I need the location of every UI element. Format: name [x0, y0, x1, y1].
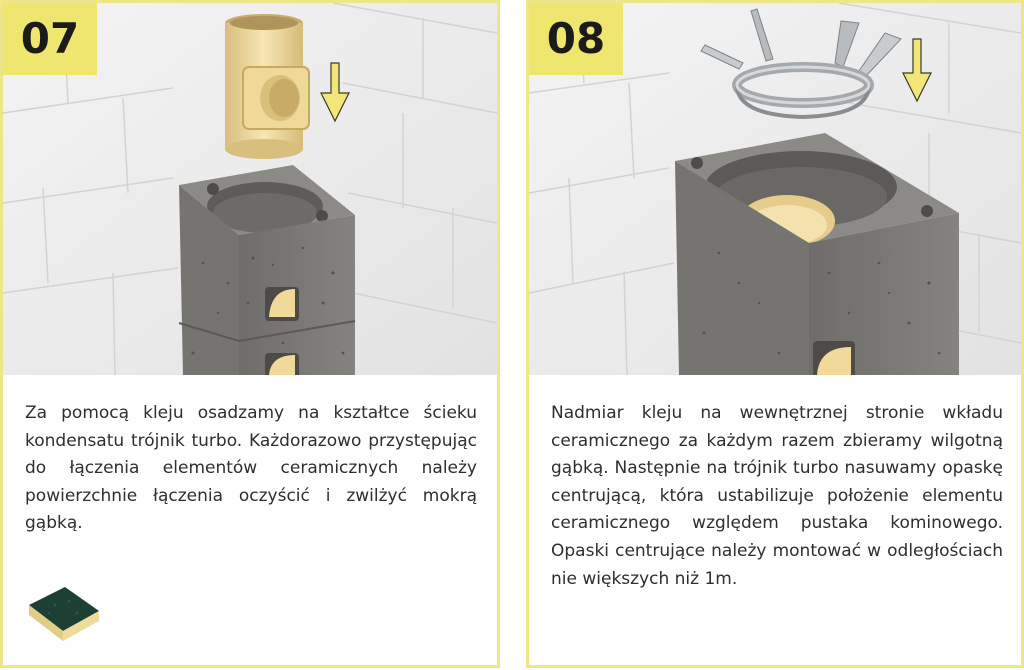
- step-description: Nadmiar kleju na wewnętrznej stronie wkładu ceramicznego za każdym razem zbieramy wilgotną gąbką. Następnie na trójnik turbo nasuwamy opaskę centrującą, która ustabilizuje położenie elementu ceramicznego względem pustaka kominowego. Opaski centrujące należy montować w odległościach nie większych niż 1m.: [551, 403, 1003, 589]
- sponge-icon: [25, 583, 105, 645]
- step-panel-08: [526, 0, 1024, 668]
- step-number-badge: 08: [529, 3, 623, 75]
- step-description: Za pomocą kleju osadzamy na kształtce ścieku kondensatu trójnik turbo. Każdorazowo przystępując do łączenia elementów ceramicznych należy powierzchnie łączenia oczyścić i zwilżyć mokrą gąbką.: [25, 403, 477, 534]
- step-number-badge: 07: [3, 3, 97, 75]
- step-panel-07: [0, 0, 500, 668]
